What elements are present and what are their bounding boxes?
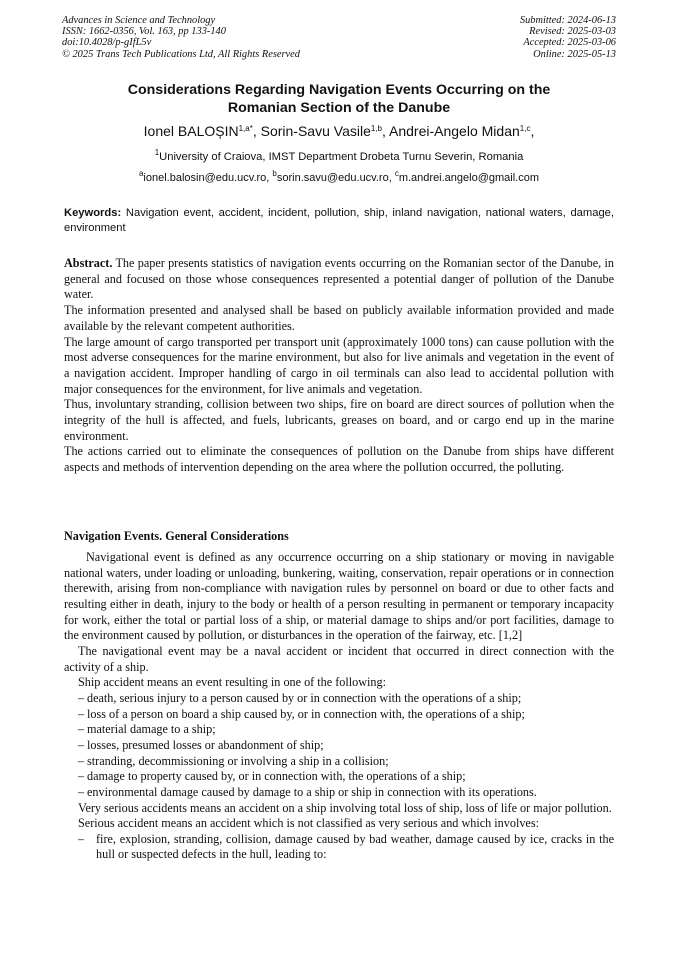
journal-issn: ISSN: 1662-0356, Vol. 163, pp 133-140 bbox=[62, 26, 226, 38]
dash-marker: – bbox=[78, 737, 85, 752]
author-3-affil: 1,c bbox=[519, 124, 531, 133]
abstract-paragraph: Thus, involuntary stranding, collision between two ships, fire on board are direct sources of pollution when the integrity of the hull is affected, and fuels, lubricants, greases on board, and or cargo end up in the marine environment. bbox=[64, 397, 614, 443]
abstract bbox=[64, 256, 614, 476]
list-item-text: stranding, decommissioning or involving a ship in a collision; bbox=[87, 753, 389, 768]
list-item-text: loss of a person on board a ship caused by, or in connection with, the operations of a ship; bbox=[87, 706, 525, 721]
author-separator: , bbox=[252, 123, 261, 139]
date-revised: Revised: 2025-03-03 bbox=[529, 26, 616, 38]
author-emails bbox=[20, 171, 658, 185]
author-2-affil: 1,b bbox=[370, 124, 382, 133]
list-item bbox=[78, 691, 614, 707]
keywords-label: Keywords: bbox=[64, 207, 122, 219]
list-item bbox=[78, 722, 614, 738]
paper-title-line-2: Romanian Section of the Danube bbox=[227, 99, 451, 116]
list-item-text: fire, explosion, stranding, collision, damage caused by bad weather, damage caused by ice, cracks in the hull or suspected defects in the hull, leading to: bbox=[96, 831, 614, 862]
list-item-text: death, serious injury to a person caused by or in connection with the operations of a ship; bbox=[87, 690, 522, 705]
date-online: Online: 2025-05-13 bbox=[533, 48, 616, 60]
journal-name: Advances in Science and Technology bbox=[62, 15, 216, 26]
dash-marker: – bbox=[78, 784, 85, 799]
author-trailing-comma: , bbox=[530, 123, 535, 139]
abstract-paragraph: The large amount of cargo transported per transport unit (approximately 1000 tons) can cause pollution with the most adverse consequences for the marine environment, but also for live animals and vegetation in the event of a navigation accident. Improper handling of cargo in oil terminals can also lead to accidental pollution with major consequences for the environment, for live animals and vegetation. bbox=[64, 334, 614, 396]
abstract-label: Abstract. bbox=[64, 256, 113, 270]
abstract-paragraph: The information presented and analysed shall be based on publicly available information provided and made available by the relevant competent authorities. bbox=[64, 303, 614, 333]
email-c: m.andrei.angelo@gmail.com bbox=[398, 172, 540, 184]
affiliation-marker: 1 bbox=[154, 148, 160, 157]
dash-marker: – bbox=[78, 769, 85, 784]
email-b: sorin.savu@edu.ucv.ro, bbox=[276, 172, 395, 184]
journal-copyright: © 2025 Trans Tech Publications Ltd, All Rights Reserved bbox=[62, 48, 300, 60]
keywords bbox=[64, 206, 614, 236]
author-2: Sorin-Savu Vasile bbox=[260, 123, 371, 139]
dash-marker: – bbox=[78, 690, 85, 705]
email-c-marker: c bbox=[394, 169, 399, 178]
paper-title bbox=[40, 82, 638, 117]
abstract-paragraph: The actions carried out to eliminate the consequences of pollution on the Danube from ships have different aspects and methods of intervention depending on the area where the pollution occurred, the polluting. bbox=[64, 444, 614, 475]
date-submitted: Submitted: 2024-06-13 bbox=[519, 15, 616, 26]
dash-marker: – bbox=[78, 706, 85, 721]
body-paragraph: Very serious accidents means an accident on a ship involving total loss of ship, loss of life or major pollution. bbox=[78, 800, 612, 815]
abstract-text: The paper presents statistics of navigation events occurring on the Romanian sector of the Danube, in general and focused on those whose consequences represented a potential danger of pollution of the Danube water. bbox=[64, 256, 614, 302]
section-heading: Navigation Events. General Considerations bbox=[64, 529, 289, 543]
journal-doi: doi:10.4028/p-gIfL5v bbox=[62, 37, 152, 49]
list-item bbox=[64, 832, 614, 863]
author-1: Ionel BALOȘIN bbox=[143, 123, 239, 139]
paper-title-line-1: Considerations Regarding Navigation Events Occurring on the bbox=[127, 82, 551, 98]
keywords-text: Navigation event, accident, incident, pollution, ship, inland navigation, national waters, damage, environment bbox=[64, 207, 614, 234]
email-b-marker: b bbox=[272, 169, 277, 178]
date-accepted: Accepted: 2025-03-06 bbox=[523, 37, 616, 49]
list-item-text: material damage to a ship; bbox=[87, 722, 216, 737]
list-item-text: environmental damage caused by damage to a ship or ship in connection with its operations. bbox=[87, 784, 537, 799]
body-paragraph: The navigational event may be a naval accident or incident that occurred in direct connection with the activity of a ship. bbox=[64, 643, 614, 674]
list-item bbox=[78, 785, 614, 801]
list-item-text: damage to property caused by, or in connection with, the operations of a ship; bbox=[87, 769, 466, 784]
author-1-affil: 1,a* bbox=[238, 124, 253, 133]
email-a: ionel.balosin@edu.ucv.ro, bbox=[143, 172, 273, 184]
abstract-paragraph bbox=[64, 256, 614, 303]
list-item bbox=[78, 738, 614, 754]
body-paragraph: Serious accident means an accident which is not classified as very serious and which involves: bbox=[78, 816, 539, 831]
list-item bbox=[78, 769, 614, 785]
list-item bbox=[78, 754, 614, 770]
accident-list bbox=[64, 691, 614, 801]
list-item-text: losses, presumed losses or abandonment of ship; bbox=[87, 737, 324, 752]
body-paragraph: Navigational event is defined as any occurrence occurring on a ship stationary or moving in navigable national waters, under loading or unloading, bunkering, waiting, conservation, repair operations or in connection therewith, arising from non-compliance with navigation rules by personnel on board or due to other facts and resulting either in death, injury to the body or health of a person resulting in permanent or temporary incapacity for work, either the total or partial loss of a ship, or material damage to ships and/or port facilities, damage to the environment caused by pollution, or disturbances in the operation of the fairway, etc. [1,2] bbox=[64, 550, 614, 643]
affiliation-text: University of Craiova, IMST Department Drobeta Turnu Severin, Romania bbox=[159, 151, 524, 163]
author-separator: , bbox=[382, 123, 390, 139]
submission-dates bbox=[520, 15, 616, 60]
dash-marker: – bbox=[78, 722, 85, 737]
author-list bbox=[20, 122, 658, 140]
affiliation bbox=[20, 150, 658, 164]
body-paragraph: Ship accident means an event resulting in one of the following: bbox=[78, 675, 386, 690]
author-3: Andrei-Angelo Midan bbox=[389, 123, 520, 139]
list-item bbox=[78, 707, 614, 723]
dash-marker: – bbox=[78, 831, 85, 846]
dash-marker: – bbox=[78, 753, 85, 768]
section-body bbox=[64, 550, 614, 863]
email-a-marker: a bbox=[138, 169, 144, 178]
journal-info bbox=[62, 15, 300, 60]
